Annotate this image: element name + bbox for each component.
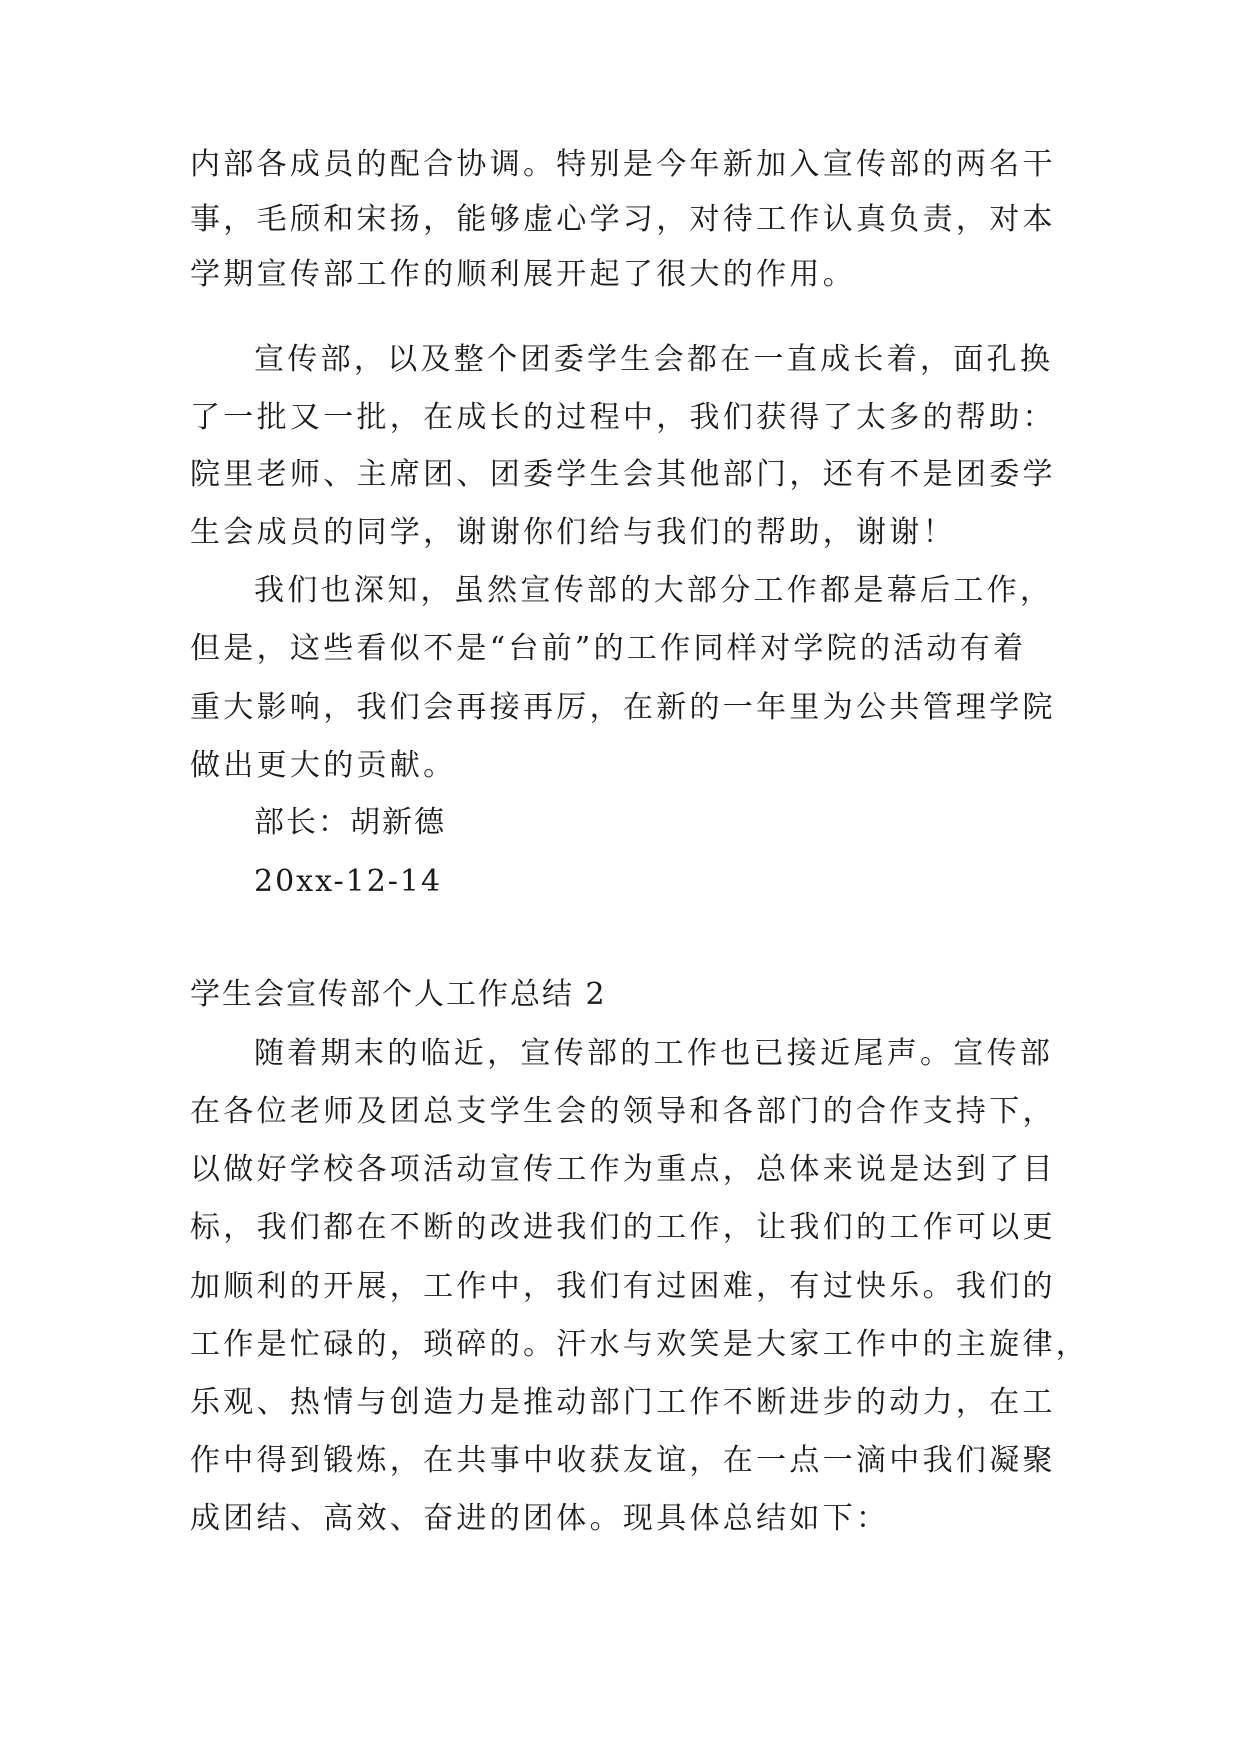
paragraph-line: 成团结、高效、奋进的团体。现具体总结如下： <box>190 1501 890 1536</box>
paragraph-line: 生会成员的同学，谢谢你们给与我们的帮助，谢谢！ <box>190 515 956 550</box>
section-title: 学生会宣传部个人工作总结 2 <box>190 977 607 1012</box>
paragraph-line: 了一批又一批，在成长的过程中，我们获得了太多的帮助： <box>190 400 1056 435</box>
paragraph-line: 学期宣传部工作的顺利展开起了很大的作用。 <box>190 257 856 292</box>
paragraph-line: 宣传部，以及整个团委学生会都在一直成长着，面孔换 <box>254 342 1054 377</box>
paragraph-line: 做出更大的贡献。 <box>190 748 457 783</box>
paragraph-line: 随着期末的临近，宣传部的工作也已接近尾声。宣传部 <box>254 1036 1054 1071</box>
signature: 部长：胡新德 <box>254 805 446 840</box>
paragraph-line: 加顺利的开展，工作中，我们有过困难，有过快乐。我们的 <box>190 1269 1056 1304</box>
paragraph-line: 重大影响，我们会再接再厉，在新的一年里为公共管理学院 <box>190 690 1056 725</box>
paragraph-line: 标，我们都在不断的改进我们的工作，让我们的工作可以更 <box>190 1210 1056 1245</box>
paragraph-line: 工作是忙碌的，琐碎的。汗水与欢笑是大家工作中的主旋律， <box>190 1327 1090 1362</box>
paragraph-line: 作中得到锻炼，在共事中收获友谊，在一点一滴中我们凝聚 <box>190 1443 1056 1478</box>
paragraph-line: 内部各成员的配合协调。特别是今年新加入宣传部的两名干 <box>190 147 1056 182</box>
paragraph-line: 我们也深知，虽然宣传部的大部分工作都是幕后工作， <box>254 573 1054 608</box>
paragraph-line: 乐观、热情与创造力是推动部门工作不断进步的动力，在工 <box>190 1385 1056 1420</box>
paragraph-line: 事，毛颀和宋扬，能够虚心学习，对待工作认真负责，对本 <box>190 202 1056 237</box>
paragraph-line: 在各位老师及团总支学生会的领导和各部门的合作支持下， <box>190 1094 1056 1129</box>
paragraph-line: 以做好学校各项活动宣传工作为重点，总体来说是达到了目 <box>190 1152 1056 1187</box>
date: 20xx-12-14 <box>254 864 443 899</box>
paragraph-line: 但是，这些看似不是“台前”的工作同样对学院的活动有着 <box>190 631 1027 666</box>
paragraph-line: 院里老师、主席团、团委学生会其他部门，还有不是团委学 <box>190 457 1056 492</box>
